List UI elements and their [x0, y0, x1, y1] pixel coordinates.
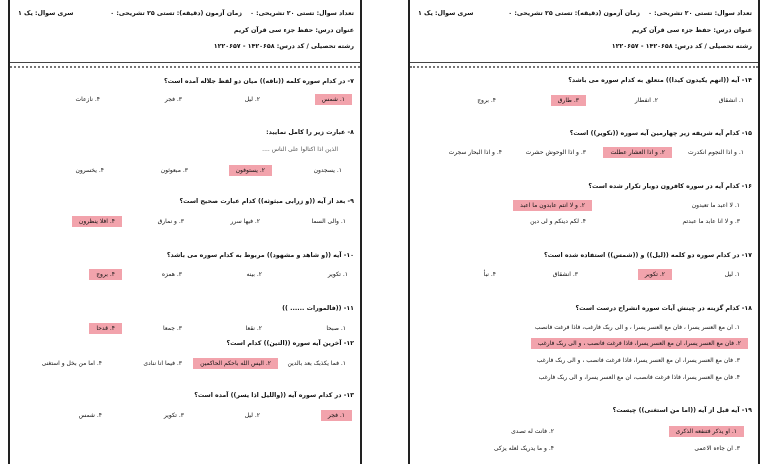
q13-option-1[interactable]: ۱. فجر — [321, 410, 352, 421]
q11-option-1[interactable]: ۱. صبحا — [326, 325, 346, 332]
q11-option-2[interactable]: ۲. نقعا — [245, 325, 262, 332]
question-count: تعداد سوال: تستی ۲۰ تشریحی: ۰ — [648, 10, 752, 17]
q7-option-4[interactable]: ۴. نازعات — [75, 96, 100, 103]
q15-option-3[interactable]: ۳. و اذا الوحوش حشرت — [525, 149, 586, 156]
exam-time: زمان آزمون (دقیقه): تستی ۲۵ تشریحی: ۰ — [508, 10, 640, 17]
question-14: ۱۴- آیه ((انهم یکیدون کیدا)) متعلق به کدام سوره می باشد؟ — [568, 77, 752, 84]
q16-option-1[interactable]: ۱. لا اعبد ما تعبدون — [691, 202, 740, 209]
question-7: ۷- در کدام سوره کلمه ((ناقه)) میان دو لفظ جلاله آمده است؟ — [163, 78, 354, 85]
q19-option-4[interactable]: ۴. و ما یدریک لعله یزکی — [493, 445, 554, 452]
q12-option-3[interactable]: ۳. فیما انا ننادی — [143, 360, 182, 367]
q9-option-3[interactable]: ۳. و نمارق — [157, 218, 184, 225]
question-8: ۸- عبارت زیر را کامل نمایید: — [266, 129, 354, 136]
q8-option-4[interactable]: ۴. یخسرون — [75, 167, 104, 174]
question-16: ۱۶- کدام آیه در سوره کافرون دوبار تکرار شده است؟ — [588, 183, 752, 190]
q9-option-1[interactable]: ۱. والی السما — [311, 218, 346, 225]
q13-option-3[interactable]: ۳. تکویر — [163, 412, 184, 419]
q15-option-1[interactable]: ۱. و اذا النجوم انکدرت — [687, 149, 744, 156]
question-series: سری سوال: یک ۱ — [418, 10, 474, 17]
q19-option-1[interactable]: ۱. او یذکر فتنفعه الذکری — [669, 426, 744, 437]
q14-option-3[interactable]: ۳. طارق — [551, 95, 586, 106]
question-10: ۱۰- آیه ((و شاهد و مشهود)) مربوط به کدام سوره می باشد؟ — [166, 252, 354, 259]
q18-option-3[interactable]: ۳. فان مع العسر یسرا، ان مع العسر یسرا، فاذا فرغت فانصب ، و الی ربک فارغب — [536, 357, 740, 364]
q18-option-2[interactable]: ۲. فان مع العسر یسرا، ان مع العسر یسرا، فاذا فرغت فانصب ، و الی ربک فارغب — [531, 338, 748, 349]
q11-option-4[interactable]: ۴. قدحا — [89, 323, 122, 334]
exam-time: زمان آزمون (دقیقه): تستی ۲۵ تشریحی: ۰ — [110, 10, 242, 17]
question-13: ۱۳- در کدام سوره آیه ((واللیل اذا یسر)) آمده است؟ — [194, 392, 354, 399]
q9-option-2[interactable]: ۲. فیها سرر — [230, 218, 260, 225]
q19-option-2[interactable]: ۲. فانت له تصدی — [511, 428, 554, 435]
dotted-divider — [410, 66, 758, 68]
q14-option-2[interactable]: ۲. انفطار — [634, 97, 658, 104]
q16-option-3[interactable]: ۳. و لا انا عابد ما عبدتم — [682, 218, 740, 225]
question-12: ۱۲- آخرین آیه سوره ((التین)) کدام است؟ — [226, 340, 354, 347]
course-title: عنوان درس: حفظ جزء سی قرآن کریم — [233, 27, 354, 34]
q18-option-1[interactable]: ۱. ان مع العسر یسرا ، فان مع العسر یسرا ، و الی ربک فارغب، فاذا فرغت فانصب — [534, 324, 740, 331]
q8-option-3[interactable]: ۳. مبعوثون — [160, 167, 188, 174]
q10-option-3[interactable]: ۳. همزه — [161, 271, 182, 278]
exam-page-left — [8, 0, 362, 464]
q7-option-3[interactable]: ۳. فجر — [164, 96, 182, 103]
exam-page-right — [408, 0, 760, 464]
q12-option-2[interactable]: ۲. الیس الله باحکم الحاکمین — [193, 358, 278, 369]
q13-option-2[interactable]: ۲. لیل — [244, 412, 260, 419]
q12-option-4[interactable]: ۴. اما من بخل و استغنی — [41, 360, 102, 367]
question-series: سری سوال: یک ۱ — [18, 10, 74, 17]
question-count: تعداد سوال: تستی ۲۰ تشریحی: ۰ — [250, 10, 354, 17]
q8-option-2[interactable]: ۲. یستوفون — [229, 165, 272, 176]
q8-option-1[interactable]: ۱. یسجدون — [313, 167, 342, 174]
course-title: عنوان درس: حفظ جزء سی قرآن کریم — [631, 27, 752, 34]
q17-option-1[interactable]: ۱. لیل — [724, 271, 740, 278]
q19-option-3[interactable]: ۳. ان جاءه الاعمی — [694, 445, 740, 452]
q10-option-2[interactable]: ۲. بینه — [246, 271, 262, 278]
q15-option-4[interactable]: ۴. و اذا البحار سجرت — [448, 149, 502, 156]
question-19: ۱۹- آیه قبل از آیه ((اما من استغنی)) چیست؟ — [612, 407, 752, 414]
course-code: رشته تحصیلی / کد درس: ۱۴۲۰۶۵۸ - ۱۲۲۰۶۵۷ — [611, 43, 752, 50]
q17-option-4[interactable]: ۴. نبأ — [483, 271, 496, 278]
exam-header — [410, 0, 758, 63]
question-11: ۱۱- ((فالمورات ...... )) — [282, 305, 354, 312]
q17-option-3[interactable]: ۳. انشقاق — [552, 271, 578, 278]
q11-option-3[interactable]: ۳. جمعا — [163, 325, 182, 332]
question-15: ۱۵- کدام آیه شریفه زیر چهارمین آیه سوره ((تکویر)) است؟ — [569, 130, 752, 137]
q9-option-4[interactable]: ۴. افلا ینظرون — [72, 216, 122, 227]
q16-option-4[interactable]: ۴. لکم دینکم و لی دین — [530, 218, 586, 225]
q18-option-4[interactable]: ۴. فان مع العسر یسرا، فاذا فرغت فانصب، ان مع العسر یسرا، و الی ربک فارغب — [538, 374, 740, 381]
dotted-divider — [10, 66, 360, 68]
question-17: ۱۷- در کدام سوره دو کلمه ((لیل)) و ((شمس)) استفاده شده است؟ — [543, 252, 752, 259]
q17-option-2[interactable]: ۲. تکویر — [638, 269, 672, 280]
question-18: ۱۸- کدام گزینه در چینش آیات سوره انشراح درست است؟ — [575, 305, 752, 312]
q15-option-2[interactable]: ۲. و اذا العشار عطلت — [603, 147, 672, 158]
q7-option-1[interactable]: ۱. شمس — [315, 94, 352, 105]
q13-option-4[interactable]: ۴. شمس — [78, 412, 102, 419]
question-8-verse: الذین اذا اکتالوا علی الناس .... — [262, 146, 338, 153]
course-code: رشته تحصیلی / کد درس: ۱۴۲۰۶۵۸ - ۱۲۲۰۶۵۷ — [213, 43, 354, 50]
q14-option-1[interactable]: ۱. انشقاق — [718, 97, 744, 104]
q7-option-2[interactable]: ۲. لیل — [244, 96, 260, 103]
q10-option-4[interactable]: ۴. بروج — [89, 269, 122, 280]
question-9: ۹- بعد از آیه ((و زرابی مبثوثه)) کدام عبارت صحیح است؟ — [179, 198, 354, 205]
exam-header — [10, 0, 360, 63]
q10-option-1[interactable]: ۱. تکویر — [327, 271, 348, 278]
q16-option-2[interactable]: ۲. و لا انتم عابدون ما اعبد — [513, 200, 592, 211]
q12-option-1[interactable]: ۱. فما یکذبک بعد بالدین — [287, 360, 346, 367]
q14-option-4[interactable]: ۴. بروج — [477, 97, 496, 104]
